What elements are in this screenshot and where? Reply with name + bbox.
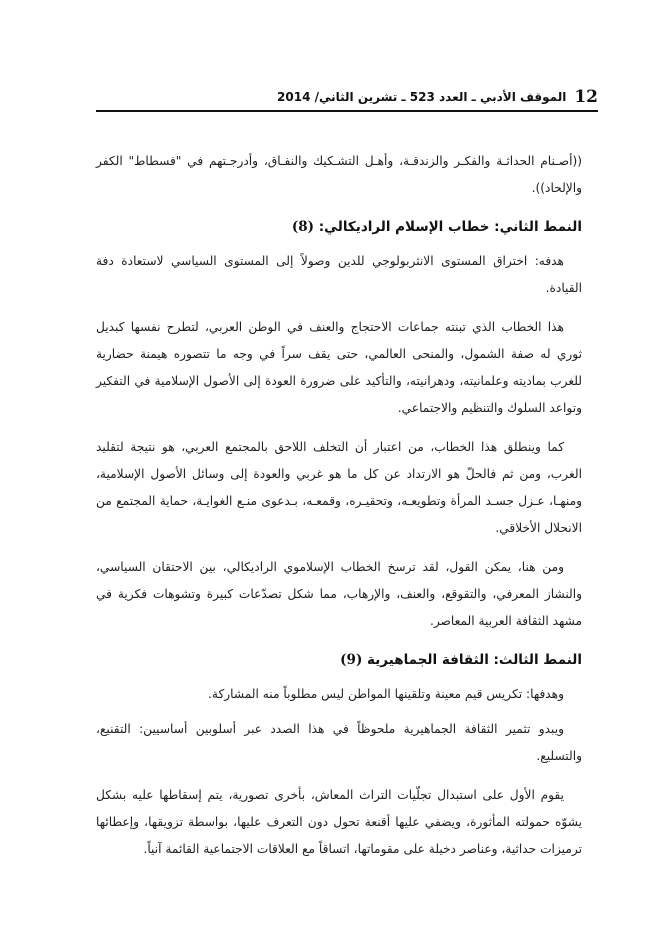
page-header — [96, 84, 598, 110]
paragraph: كما وينطلق هذا الخطاب، من اعتبار أن التخلف اللاحق بالمجتمع العربي، هو نتيجة لتقليد الغرب، ومن ثم فالحلّ هو الارتداد عن كل ما هو غربي والعودة إلى وسائل الأصول الإسلامية، ومنهـا، عـزل جسـد المرأة وتطويعـه، وتحقيـره، وقمعـه، بـدعوى منـع الغوايـة، حماية المجتمع من الانحلال الأخلاقي. — [96, 440, 582, 535]
paragraph: يقوم الأول على استبدال تجلّيات التراث المعاش، بأخرى تصورية، يتم إسقاطها عليه بشكل يشوّه حمولته المأثورة، ويضفي عليها أقنعة تحول دون التعرف عليها، بواسطة تزويقها، وإعطائها ترميزات حداثية، وعناصر دخيلة على مقوماتها، اتساقاً مع العلاقات الاجتماعية القائمة آنياً. — [96, 788, 582, 856]
footnote-ref: (9) — [340, 652, 363, 668]
paragraph: ومن هنا، يمكن القول، لقد ترسخ الخطاب الإسلاموي الراديكالي، بين الاحتقان السياسي، والنشاز المعرفي، والتقوقع، والعنف، والإرهاب، مما شكل تصدّعات كبيرة وتشوهات فكرية في مشهد الثقافة العربية المعاصر. — [96, 560, 582, 628]
paragraph: هدفه: اختراق المستوى الانثربولوجي للدين وصولاً إلى المستوى السياسي لاستعادة دفة القيادة. — [96, 254, 582, 295]
section-heading-radical-islam — [96, 214, 582, 240]
page-number: 12 — [574, 87, 598, 107]
header-rule — [96, 110, 598, 112]
article-body — [96, 148, 582, 875]
paragraph: وهدفها: تكريس قيم معينة وتلقينها المواطن ليس مطلوباً منه المشاركة. — [208, 687, 564, 701]
paragraph: ويبدو تثمير الثقافة الجماهيرية ملحوظاً في هذا الصدد عبر أسلوبين أساسيين: التقنيع، والتسليع. — [96, 722, 582, 763]
paragraph: هذا الخطاب الذي تبنته جماعات الاحتجاج والعنف في الوطن العربي، لتطرح نفسها كبديل ثوري له صفة الشمول، والمنحى العالمي، حتى يقف سراً في وجه ما تتصوره هيمنة حضارية للغرب بماديته وعلمانيته، ودهرانيته، والتأكيد على ضرورة العودة إلى الأصول الإسلامية في التفكير وتواعد السلوك والتنظيم والاجتماعي. — [96, 320, 582, 415]
footnote-ref: (8) — [291, 219, 314, 235]
section-heading-mass-culture — [96, 647, 582, 673]
intro-quote: ((أصـنام الحداثـة والفكـر والزندقـة، وأهـل التشـكيك والنفـاق، وأدرجـتهم في "فسطاط" الكفر والإلحاد)). — [96, 154, 582, 195]
section-heading-text: النمط الثاني: خطاب الإسلام الراديكالي: — [318, 219, 582, 235]
section-heading-text: النمط الثالث: الثقافة الجماهيرية — [367, 652, 582, 668]
journal-issue-title: الموقف الأدبي ـ العدد 523 ـ تشرين الثاني/ 2014 — [277, 90, 567, 104]
